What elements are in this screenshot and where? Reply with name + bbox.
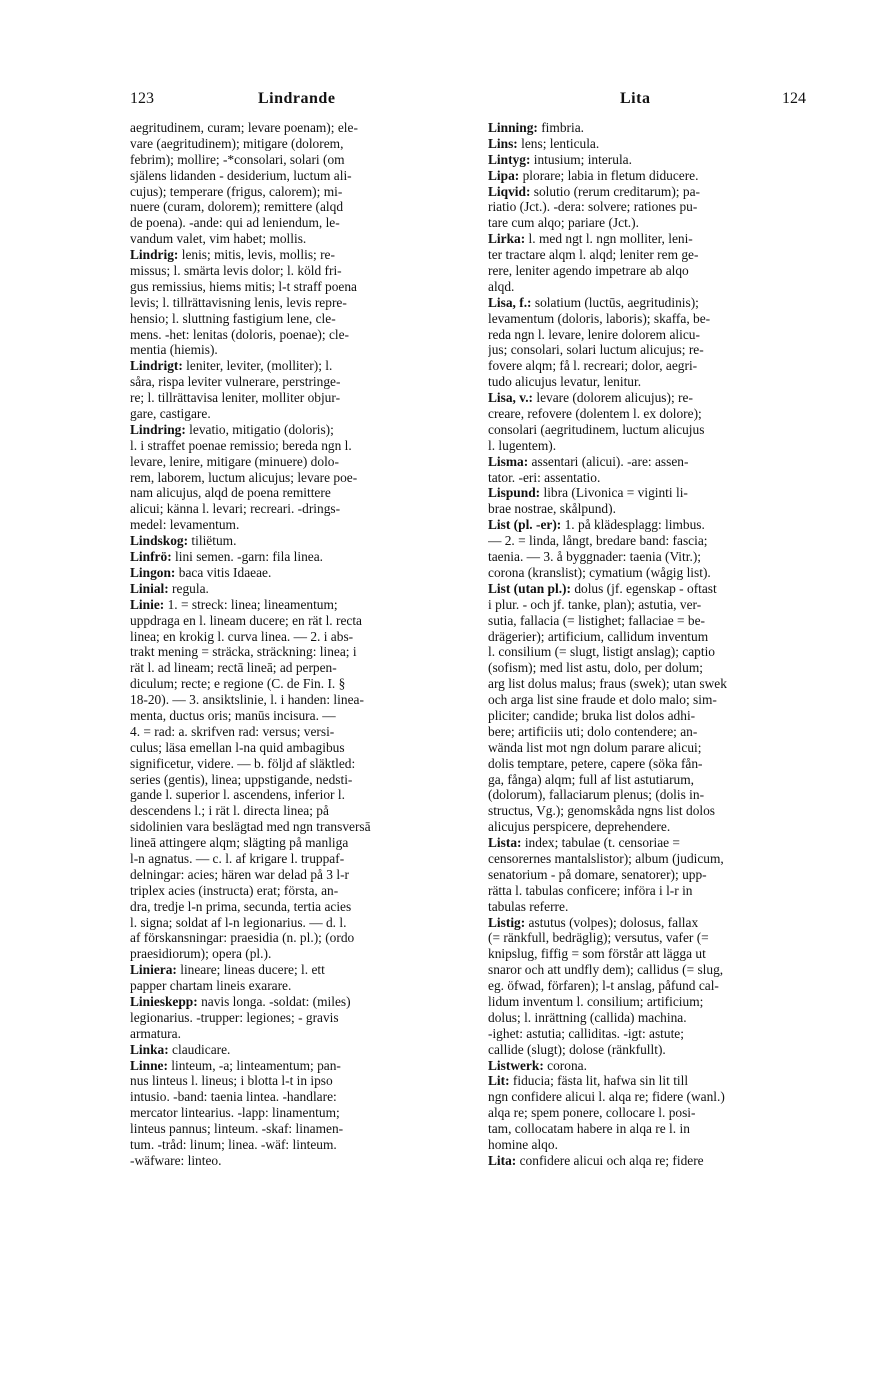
entry-headword: Liniera:: [130, 962, 177, 978]
dictionary-line: Lindskog: tiliëtum.: [130, 533, 237, 549]
entry-headword: Lispund:: [488, 485, 541, 501]
dictionary-line: tare cum alqo; pariare (Jct.).: [488, 215, 639, 231]
dictionary-line: series (gentis), linea; uppstigande, nedsti-: [130, 771, 353, 787]
dictionary-line: wända list mot ngn dolum parare alicui;: [488, 739, 702, 755]
entry-headword: List (utan pl.):: [488, 580, 571, 596]
entry-headword: Linning:: [488, 120, 538, 135]
dictionary-line: arg list dolus malus; fraus (swek); utan swek: [488, 676, 727, 692]
entry-headword: Linne:: [130, 1057, 168, 1073]
dictionary-line: Linieskepp: navis longa. -soldat: (miles): [130, 993, 351, 1009]
dictionary-line: l. i straffet poenae remissio; bereda ngn l.: [130, 437, 352, 453]
dictionary-line: alqa re; spem ponere, collocare l. posi-: [488, 1105, 696, 1121]
dictionary-line: Linial: regula.: [130, 580, 209, 596]
dictionary-line: levare, lenire, mitigare (minuere) dolo-: [130, 453, 339, 469]
dictionary-line: -ighet: astutia; calliditas. -igt: astute;: [488, 1025, 684, 1041]
dictionary-line: l-n agnatus. — c. l. af krigare l. truppaf-: [130, 850, 345, 866]
entry-headword: Listig:: [488, 914, 526, 930]
entry-headword: Lintyg:: [488, 151, 531, 167]
entry-headword: Listwerk:: [488, 1057, 544, 1073]
dictionary-line: Lingon: baca vitis Idaeae.: [130, 564, 272, 580]
page-header: [130, 90, 806, 112]
dictionary-line: drägerier); artificium, callidum inventum: [488, 628, 709, 644]
dictionary-line: vandum valet, vim habet; mollis.: [130, 231, 307, 247]
dictionary-line: i plur. - och jf. tanke, plan); astutia, ver-: [488, 596, 702, 612]
running-headword-right: Lita: [620, 90, 651, 107]
entry-headword: Lisma:: [488, 453, 529, 469]
dictionary-line: ter tractare alqm l. alqd; leniter rem ge-: [488, 247, 699, 263]
dictionary-line: List (utan pl.): dolus (jf. egenskap - oftast: [488, 580, 717, 596]
dictionary-line: Lintyg: intusium; interula.: [488, 151, 632, 167]
running-headword-left: Lindrande: [258, 90, 336, 107]
dictionary-line: tabulas referre.: [488, 898, 569, 914]
dictionary-line: levamentum (doloris, laboris); skaffa, be-: [488, 310, 711, 326]
dictionary-line: uppdraga en l. lineam ducere; en rät l. recta: [130, 612, 362, 628]
dictionary-line: — 2. = linda, långt, bredare band: fascia;: [488, 533, 708, 549]
entry-headword: Lisa, f.:: [488, 294, 532, 310]
dictionary-line: Lisma: assentari (alicui). -are: assen-: [488, 453, 689, 469]
entry-headword: Lindring:: [130, 421, 186, 437]
dictionary-line: tum. -tråd: linum; linea. -wäf: linteum.: [130, 1137, 337, 1152]
dictionary-line: Lindrig: lenis; mitis, levis, mollis; re-: [130, 247, 335, 263]
dictionary-line: af förskansningar: praesidia (n. pl.); (ordo: [130, 930, 355, 946]
dictionary-line: snaror och att undfly dem); callidus (= slug,: [488, 962, 724, 978]
dictionary-line: Linne: linteum, -a; linteamentum; pan-: [130, 1057, 341, 1073]
dictionary-line: trakt mening = sträcka, sträckning: linea; i: [130, 644, 357, 660]
dictionary-line: re; l. tillrättavisa leniter, molliter objur-: [130, 390, 341, 406]
dictionary-line: fovere alqm; få l. recreari; dolor, aegri-: [488, 358, 698, 374]
dictionary-line: Linie: 1. = streck: linea; lineamentum;: [130, 596, 338, 612]
page-number-left: 123: [130, 90, 154, 107]
dictionary-line: nam alicujus, alqd de poena remittere: [130, 485, 331, 501]
dictionary-line: Lista: index; tabulae (t. censoriae =: [488, 835, 680, 851]
dictionary-line: diculum; recte; e regione (C. de Fin. I. §: [130, 676, 346, 692]
entry-headword: Lingon:: [130, 564, 176, 580]
dictionary-line: såra, rispa leviter vulnerare, perstringe-: [130, 374, 341, 390]
dictionary-line: Linning: fimbria.: [488, 120, 584, 135]
dictionary-line: sidolinien vara beslägtad med ngn transversā: [130, 819, 371, 835]
dictionary-line: sutia, fallacia (= listighet; fallaciae = be-: [488, 612, 705, 628]
dictionary-line: nus linteus l. lineus; i blotta l-t in ipso: [130, 1073, 333, 1089]
entry-headword: Lita:: [488, 1152, 517, 1168]
dictionary-line: nuere (curam, dolorem); remittere (alqd: [130, 199, 344, 215]
dictionary-line: reda ngn l. levare, lenire dolorem alicu-: [488, 326, 700, 342]
entry-headword: Lista:: [488, 835, 522, 851]
entry-headword: Lindrigt:: [130, 358, 183, 374]
dictionary-line: Liniera: lineare; lineas ducere; l. ett: [130, 962, 325, 978]
dictionary-line: rem, laborem, luctum alicujus; levare poe-: [130, 469, 358, 485]
dictionary-line: Lisa, v.: levare (dolorem alicujus); re-: [488, 390, 693, 406]
entry-headword: Lindrig:: [130, 247, 179, 263]
dictionary-line: lidum inventum l. consilium; artificium;: [488, 993, 704, 1009]
dictionary-line: Lindrigt: leniter, leviter, (molliter); l.: [130, 358, 333, 374]
dictionary-line: dra, tredje l-n prima, secunda, tertia acies: [130, 898, 352, 914]
entry-headword: Lins:: [488, 135, 518, 151]
dictionary-line: mens. -het: lenitas (doloris, poenae); cle-: [130, 326, 350, 342]
dictionary-line: jus; consolari, solari luctum alicujus; re-: [488, 342, 704, 358]
dictionary-line: papper chartam lineis exarare.: [130, 978, 292, 994]
dictionary-line: Linka: claudicare.: [130, 1041, 231, 1057]
dictionary-line: l. lugentem).: [488, 437, 557, 453]
dictionary-line: significetur, videre. — b. följd af släktled:: [130, 755, 356, 771]
dictionary-line: mercator lintearius. -lapp: linamentum;: [130, 1105, 340, 1121]
dictionary-line: alicujus perspicere, deprehendere.: [488, 819, 671, 835]
dictionary-line: Lindring: levatio, mitigatio (doloris);: [130, 421, 334, 437]
dictionary-line: bere; artificiis uti; dolo contendere; an-: [488, 723, 698, 739]
dictionary-line: dolis temptare, petere, capere (söka fån-: [488, 755, 703, 771]
dictionary-line: homine alqo.: [488, 1137, 558, 1152]
dictionary-column-left: [130, 120, 460, 1169]
entry-headword: List (pl. -er):: [488, 517, 562, 533]
dictionary-line: corona (kranslist); cymatium (wågig list).: [488, 564, 711, 580]
dictionary-line: senatorium - på domare, senatorer); upp-: [488, 866, 707, 882]
dictionary-line: descendens l.; i rät l. directa linea; på: [130, 803, 329, 819]
dictionary-line: structus, Vg.); genomskåda ngns list dolos: [488, 803, 716, 819]
dictionary-line: List (pl. -er): 1. på klädesplagg: limbus.: [488, 517, 705, 533]
dictionary-line: rätta l. tabulas conficere; införa i l-r in: [488, 882, 693, 898]
dictionary-line: alicui; känna l. levari; recreari. -drings-: [130, 501, 341, 517]
dictionary-line: (dolorum), fallaciarum plenus; (dolis in-: [488, 787, 705, 803]
dictionary-line: -wäfware: linteo.: [130, 1152, 222, 1168]
dictionary-line: gande l. superior l. ascendens, inferior l.: [130, 787, 345, 803]
entry-headword: Linie:: [130, 596, 165, 612]
dictionary-line: Lins: lens; lenticula.: [488, 135, 600, 151]
dictionary-line: intusio. -band: taenia lintea. -handlare:: [130, 1089, 337, 1105]
dictionary-line: dolus; l. inrättning (callida) machina.: [488, 1009, 687, 1025]
dictionary-line: hensio; l. sluttning fastigium lene, cle-: [130, 310, 336, 326]
dictionary-column-right: [488, 120, 806, 1169]
dictionary-line: cujus); temperare (frigus, calorem); mi-: [130, 183, 343, 199]
dictionary-line: taenia. — 3. å byggnader: taenia (Vitr.);: [488, 549, 701, 565]
entry-headword: Lindskog:: [130, 533, 189, 549]
dictionary-line: själens lidanden - desiderium, luctum ali-: [130, 167, 352, 183]
dictionary-line: rere, leniter agendo impetrare ab alqo: [488, 263, 689, 279]
entry-headword: Lirka:: [488, 231, 526, 247]
dictionary-line: (sofism); med list astu, dolo, per dolum;: [488, 660, 703, 676]
entry-headword: Linfrö:: [130, 549, 172, 565]
dictionary-line: riatio (Jct.). -dera: solvere; rationes pu-: [488, 199, 698, 215]
dictionary-line: febrim); mollire; -*consolari, solari (om: [130, 151, 345, 167]
dictionary-line: callide (slugt); dolose (ränkfullt).: [488, 1041, 666, 1057]
dictionary-line: Linfrö: lini semen. -garn: fila linea.: [130, 549, 323, 565]
dictionary-line: aegritudinem, curam; levare poenam); ele-: [130, 120, 358, 135]
dictionary-line: 18-20). — 3. ansiktslinie, l. i handen: linea-: [130, 692, 364, 708]
dictionary-line: Lita: confidere alicui och alqa re; fidere: [488, 1152, 704, 1168]
dictionary-line: Lispund: libra (Livonica = viginti li-: [488, 485, 688, 501]
dictionary-line: brae nostrae, skålpund).: [488, 501, 616, 517]
dictionary-line: censorernes mantalslistor); album (judicum,: [488, 850, 724, 866]
dictionary-line: delningar: acies; hären war delad på 3 l-r: [130, 866, 349, 882]
dictionary-line: lineā attingere alqm; slägting på manliga: [130, 835, 349, 851]
dictionary-line: Lipa: plorare; labia in fletum diducere.: [488, 167, 699, 183]
dictionary-line: alqd.: [488, 278, 515, 294]
dictionary-line: de poena). -ande: qui ad leniendum, le-: [130, 215, 340, 231]
dictionary-line: linea; en krokig l. curva linea. — 2. i abs-: [130, 628, 354, 644]
dictionary-line: missus; l. smärta levis dolor; l. köld fri-: [130, 263, 342, 279]
dictionary-line: medel: levamentum.: [130, 517, 240, 533]
entry-headword: Linial:: [130, 580, 169, 596]
dictionary-line: Lisa, f.: solatium (luctūs, aegritudinis);: [488, 294, 699, 310]
entry-headword: Liqvid:: [488, 183, 531, 199]
dictionary-line: ga, fånga) alqm; full af list astutiarum,: [488, 771, 695, 787]
dictionary-line: triplex acies (instructa) erat; första, an-: [130, 882, 339, 898]
dictionary-line: vare (aegritudinem); mitigare (dolorem,: [130, 135, 344, 151]
dictionary-line: tam, collocatam habere in alqa re l. in: [488, 1121, 690, 1137]
dictionary-line: praesidiorum); opera (pl.).: [130, 946, 272, 962]
entry-headword: Lipa:: [488, 167, 520, 183]
dictionary-line: och arga list sine fraude et dolo malo; sim-: [488, 692, 717, 708]
dictionary-line: menta, ductus oris; manūs incisura. —: [130, 707, 336, 723]
dictionary-line: legionarius. -trupper: legiones; - gravis: [130, 1009, 339, 1025]
entry-headword: Lit:: [488, 1073, 510, 1089]
dictionary-line: linteus pannus; linteum. -skaf: linamen-: [130, 1121, 344, 1137]
dictionary-line: mentia (hiemis).: [130, 342, 218, 358]
page-number-right: 124: [782, 90, 806, 107]
dictionary-line: creare, refovere (dolentem l. ex dolore);: [488, 406, 702, 422]
dictionary-line: armatura.: [130, 1025, 181, 1041]
entry-headword: Linka:: [130, 1041, 169, 1057]
dictionary-line: 4. = rad: a. skrifven rad: versus; versi-: [130, 723, 335, 739]
dictionary-line: tator. -eri: assentatio.: [488, 469, 601, 485]
dictionary-line: gare, castigare.: [130, 406, 211, 422]
dictionary-line: culus; läsa emellan l-na quid ambagibus: [130, 739, 345, 755]
dictionary-line: Listig: astutus (volpes); dolosus, fallax: [488, 914, 699, 930]
dictionary-line: gus remissius, hiems mitis; l-t straff poena: [130, 278, 357, 294]
dictionary-line: eg. öfwad, förfaren); l-t anslag, påfund cal-: [488, 978, 719, 994]
dictionary-line: Lit: fiducia; fästa lit, hafwa sin lit till: [488, 1073, 689, 1089]
entry-headword: Lisa, v.:: [488, 390, 534, 406]
dictionary-line: tudo alicujus levatur, lenitur.: [488, 374, 642, 390]
dictionary-line: rät l. ad lineam; rectā lineā; ad perpen-: [130, 660, 337, 676]
dictionary-line: Liqvid: solutio (rerum creditarum); pa-: [488, 183, 700, 199]
dictionary-line: levis; l. tillrättavisning lenis, levis repre-: [130, 294, 347, 310]
dictionary-line: l. signa; soldat af l-n legionarius. — d. l.: [130, 914, 347, 930]
dictionary-line: (= ränkfull, bedräglig); versutus, vafer (=: [488, 930, 709, 946]
dictionary-line: pliciter; candide; bruka list dolos adhi-: [488, 707, 696, 723]
dictionary-line: Listwerk: corona.: [488, 1057, 587, 1073]
dictionary-line: knipslug, fiffig = som förstår att lägga ut: [488, 946, 706, 962]
dictionary-line: ngn confidere alicui l. alqa re; fidere (wanl.): [488, 1089, 725, 1105]
dictionary-line: Lirka: l. med ngt l. ngn molliter, leni-: [488, 231, 693, 247]
dictionary-line: consolari (aegritudinem, luctum alicujus: [488, 421, 705, 437]
dictionary-line: l. consilium (= slugt, listigt anslag); captio: [488, 644, 715, 660]
entry-headword: Linieskepp:: [130, 993, 198, 1009]
